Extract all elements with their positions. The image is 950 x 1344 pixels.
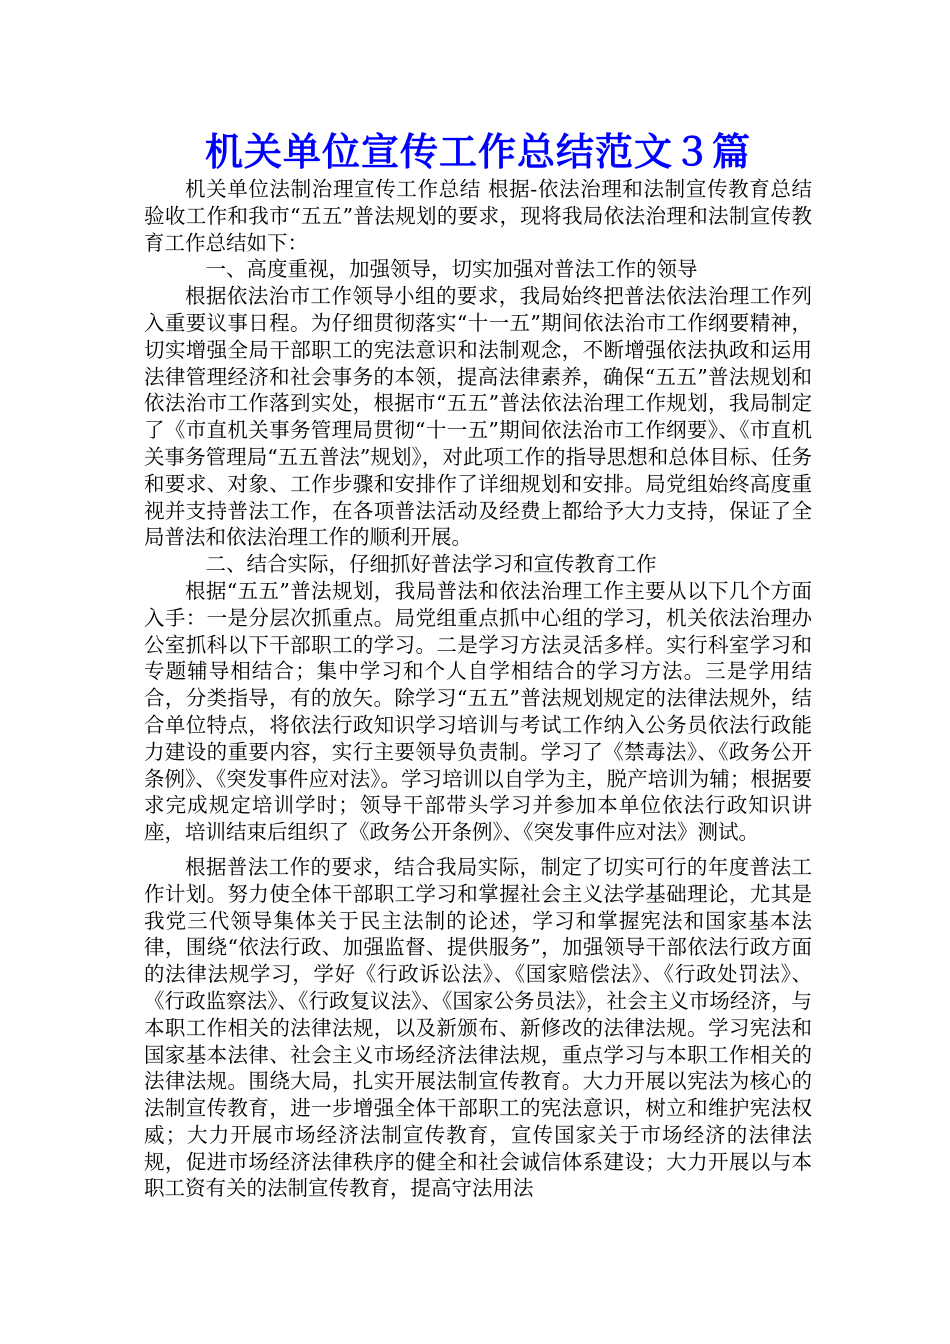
intro-paragraph: 机关单位法制治理宣传工作总结 根据-依法治理和法制宣传教育总结验收工作和我市“五五”普法规划的要求，现将我局依法治理和法制宣传教育工作总结如下： bbox=[144, 177, 812, 255]
section-heading-1: 一、高度重视，加强领导，切实加强对普法工作的领导 bbox=[205, 257, 698, 282]
section-heading-2: 二、结合实际，仔细抓好普法学习和宣传教育工作 bbox=[205, 552, 657, 577]
body-paragraph: 根据普法工作的要求，结合我局实际，制定了切实可行的年度普法工作计划。努力使全体干部职工学习和掌握社会主义法学基础理论，尤其是我党三代领导集体关于民主法制的论述，学习和掌握宪法和国家基本法律，围绕“依法行政、加强监督、提供服务”，加强领导干部依法行政方面的法律法规学习，学好《行政诉讼法》、《国家赔偿法》、《行政处罚法》、《行政监察法》、《行政复议法》、《国家公务员法》，社会主义市场经济，与本职工作相关的法律法规，以及新颁布、新修改的法律法规。学习宪法和国家基本法律、社会主义市场经济法律法规，重点学习与本职工作相关的法律法规。围绕大局，扎实开展法制宣传教育。大力开展以宪法为核心的法制宣传教育，进一步增强全体干部职工的宪法意识，树立和维护宪法权威；大力开展市场经济法制宣传教育，宣传国家关于市场经济的法律法规，促进市场经济法律秩序的健全和社会诚信体系建设；大力开展以与本职工资有关的法制宣传教育，提高守法用法 bbox=[144, 854, 812, 1201]
document-page bbox=[144, 128, 812, 1202]
document-title: 机关单位宣传工作总结范文３篇 bbox=[204, 129, 751, 174]
body-paragraph: 根据“五五”普法规划，我局普法和依法治理工作主要从以下几个方面入手：一是分层次抓重点。局党组重点抓中心组的学习，机关依法治理办公室抓科以下干部职工的学习。二是学习方法灵活多样。实行科室学习和专题辅导相结合；集中学习和个人自学相结合的学习方法。三是学用结合，分类指导，有的放矢。除学习“五五”普法规划规定的法律法规外，结合单位特点，将依法行政知识学习培训与考试工作纳入公务员依法行政能力建设的重要内容，实行主要领导负责制。学习了《禁毒法》、《政务公开条例》、《突发事件应对法》。学习培训以自学为主，脱产培训为辅；根据要求完成规定培训学时；领导干部带头学习并参加本单位依法行政知识讲座，培训结束后组织了《政务公开条例》、《突发事件应对法》测试。 bbox=[144, 578, 812, 845]
body-paragraph: 根据依法治市工作领导小组的要求，我局始终把普法依法治理工作列入重要议事日程。为仔细贯彻落实“十一五”期间依法治市工作纲要精神，切实增强全局干部职工的宪法意识和法制观念，不断增强依法执政和运用法律管理经济和社会事务的本领，提高法律素养，确保“五五”普法规划和依法治市工作落到实处，根据市“五五”普法依法治理工作规划，我局制定了《市直机关事务管理局贯彻“十一五”期间依法治市工作纲要》、《市直机关事务管理局“五五普法”规划》，对此项工作的指导思想和总体目标、任务和要求、对象、工作步骤和安排作了详细规划和安排。局党组始终高度重视并支持普法工作，在各项普法活动及经费上都给予大力支持，保证了全局普法和依法治理工作的顺利开展。 bbox=[144, 284, 812, 550]
